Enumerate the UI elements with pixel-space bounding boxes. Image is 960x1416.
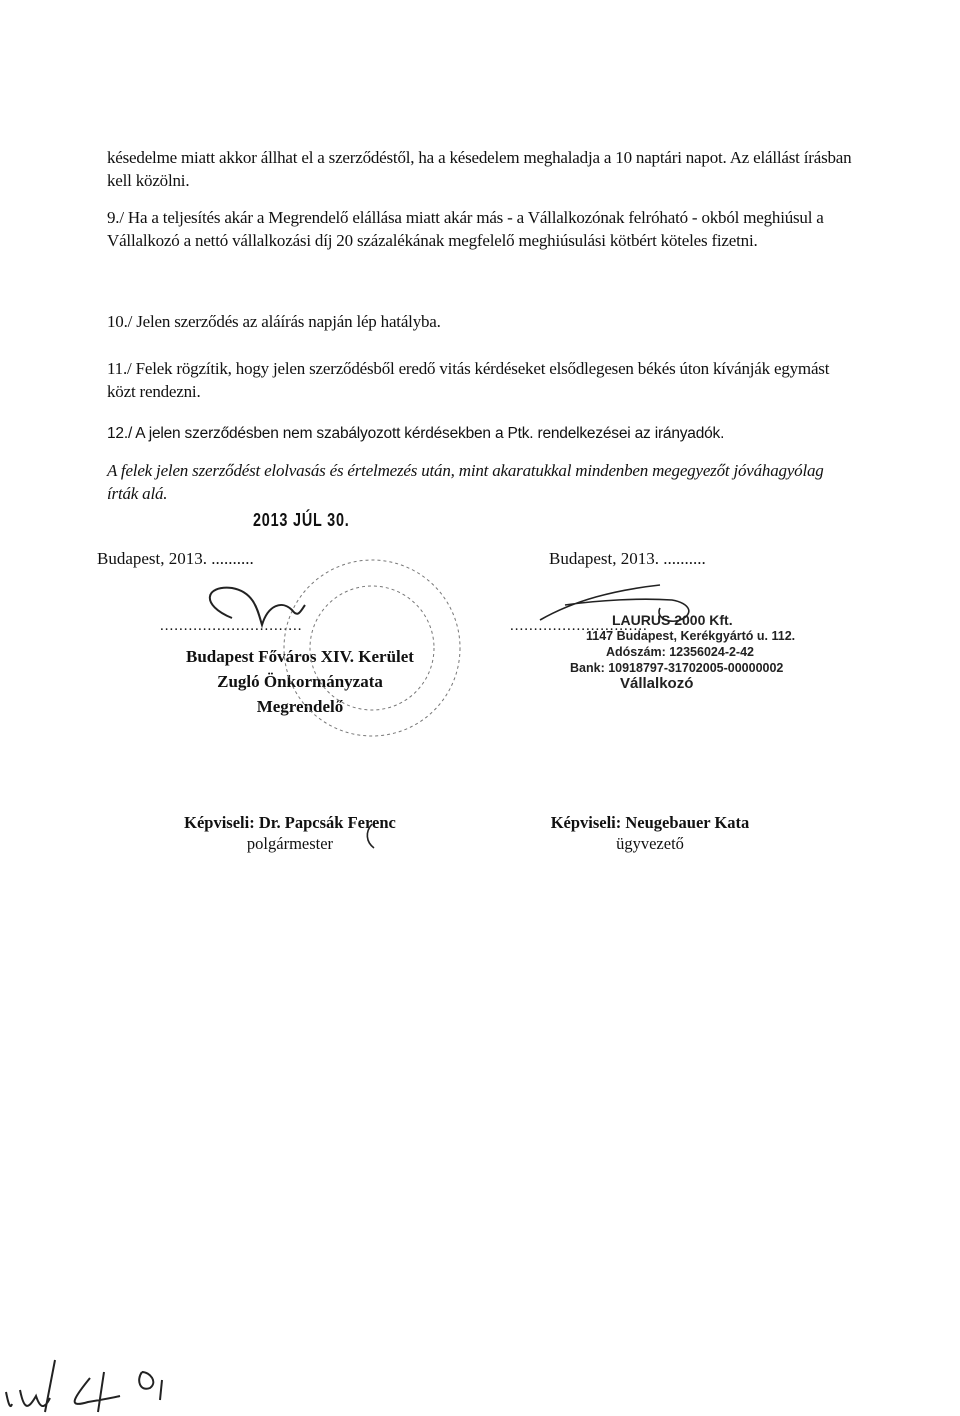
paragraph-12: 12./ A jelen szerződésben nem szabályozott kérdésekben a Ptk. rendelkezései az irányadók. (107, 425, 725, 442)
right-rep-label: Képviseli: Neugebauer Kata (550, 813, 750, 832)
paragraph-10: 10./ Jelen szerződés az aláírás napján lép hatályba. (107, 312, 441, 331)
left-rep-label: Képviseli: Dr. Papcsák Ferenc (184, 813, 396, 832)
company-tax-number: Adószám: 12356024-2-42 (606, 645, 754, 659)
right-place-date: Budapest, 2013. .......... (549, 549, 706, 568)
rep-signature-mark (367, 824, 374, 848)
paragraph-delay: késedelme miatt akkor állhat el a szerződéstől, ha a késedelem meghaladja a 10 naptári napot. Az elállást írásban kell közölni. (107, 148, 852, 190)
footer-signature (6, 1360, 162, 1412)
left-rep-title: polgármester (246, 834, 334, 853)
company-address: 1147 Budapest, Kerékgyártó u. 112. (586, 629, 796, 643)
left-signature (210, 588, 305, 625)
closing-paragraph: A felek jelen szerződést elolvasás és értelmezés után, mint akaratukkal mindenben megegyezőt jóváhagyólag írták alá. (107, 461, 824, 503)
left-party-role: Megrendelő (256, 697, 344, 716)
date-stamp: 2013 JÚL 30. (253, 510, 350, 530)
company-name: LAURUS 2000 Kft. (612, 612, 733, 628)
paragraph-11: 11./ Felek rögzítik, hogy jelen szerződésből eredő vitás kérdéseket elsődlegesen békés úton kívánják egymást közt rendezni. (107, 359, 830, 401)
left-signature-line: .............................. (160, 618, 303, 634)
left-place-date: Budapest, 2013. .......... (97, 549, 254, 568)
paragraph-9: 9./ Ha a teljesítés akár a Megrendelő elállása miatt akár más - a Vállalkozónak felróható - okból meghiúsul a Vállalkozó a nettó vállalkozási díj 20 százalékának megfelelő meghiúsulási kötbért köteles fizetni. (107, 208, 824, 250)
right-party-role: Vállalkozó (620, 675, 694, 692)
right-rep-title: ügyvezető (616, 834, 684, 853)
round-seal (284, 560, 460, 736)
left-party-name-2: Zugló Önkormányzata (217, 672, 383, 691)
right-signature (540, 585, 689, 621)
right-signature-line: ............................. (510, 618, 648, 634)
left-party-name-1: Budapest Főváros XIV. Kerület (186, 647, 414, 666)
company-bank-account: Bank: 10918797-31702005-00000002 (570, 661, 784, 675)
